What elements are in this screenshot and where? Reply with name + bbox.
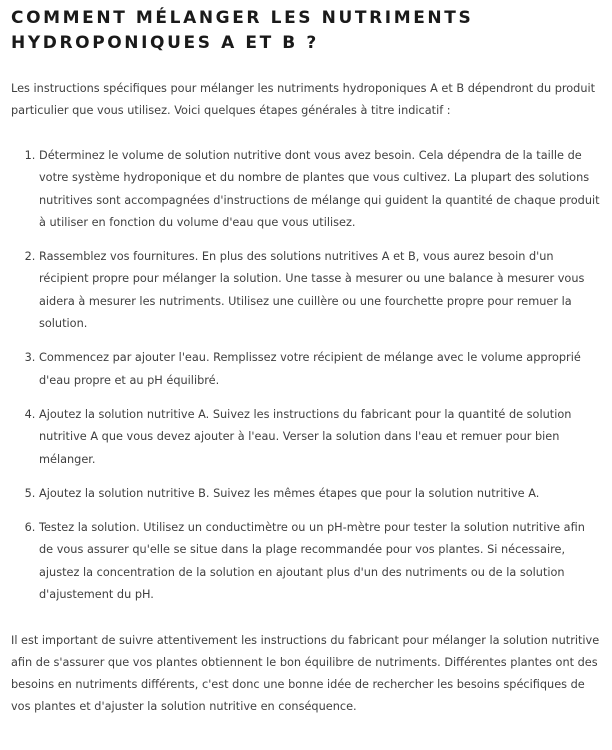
step-item-2: 2. Rassemblez vos fournitures. En plus des solutions nutritives A et B, vous aurez besoin d'un récipient propre pour mélanger la solution. Une tasse à mesurer ou une balance à mesurer vous aidera à mesurer les nutriments. Utilisez une cuillère ou une fourchette propre pour remuer la solution. bbox=[39, 246, 601, 335]
steps-list bbox=[11, 145, 601, 606]
step-item-3: 3. Commencez par ajouter l'eau. Remplissez votre récipient de mélange avec le volume approprié d'eau propre et au pH équilibré. bbox=[39, 347, 601, 392]
article bbox=[11, 6, 601, 718]
conclusion-paragraph: Il est important de suivre attentivement les instructions du fabricant pour mélanger la solution nutritive afin de s'assurer que vos plantes obtiennent le bon équilibre de nutriments. Différentes plantes ont des besoins en nutriments différents, c'est donc une bonne idée de rechercher les besoins spécifiques de vos plantes et d'ajuster la solution nutritive en conséquence. bbox=[11, 634, 600, 714]
intro-paragraph: Les instructions spécifiques pour mélanger les nutriments hydroponiques A et B dépendront du produit particulier que vous utilisez. Voici quelques étapes générales à titre indicatif : bbox=[11, 82, 596, 117]
step-item-6: 6. Testez la solution. Utilisez un conductimètre ou un pH-mètre pour tester la solution nutritive afin de vous assurer qu'elle se situe dans la plage recommandée pour vos plantes. Si nécessaire, ajustez la concentration de la solution en ajoutant plus d'un des nutriments ou de la solution d'ajustement du pH. bbox=[39, 517, 601, 606]
page-title: COMMENT MÉLANGER LES NUTRIMENTS HYDROPONIQUES A ET B ? bbox=[11, 8, 474, 53]
step-item-4: 4. Ajoutez la solution nutritive A. Suivez les instructions du fabricant pour la quantité de solution nutritive A que vous devez ajouter à l'eau. Verser la solution dans l'eau et remuer pour bien mélanger. bbox=[39, 404, 601, 471]
step-item-5: 5. Ajoutez la solution nutritive B. Suivez les mêmes étapes que pour la solution nutritive A. bbox=[39, 483, 601, 505]
step-item-1: 1. Déterminez le volume de solution nutritive dont vous avez besoin. Cela dépendra de la taille de votre système hydroponique et du nombre de plantes que vous cultivez. La plupart des solutions nutritives sont accompagnées d'instructions de mélange qui guident la quantité de chaque produit à utiliser en fonction du volume d'eau que vous utilisez. bbox=[39, 145, 601, 234]
